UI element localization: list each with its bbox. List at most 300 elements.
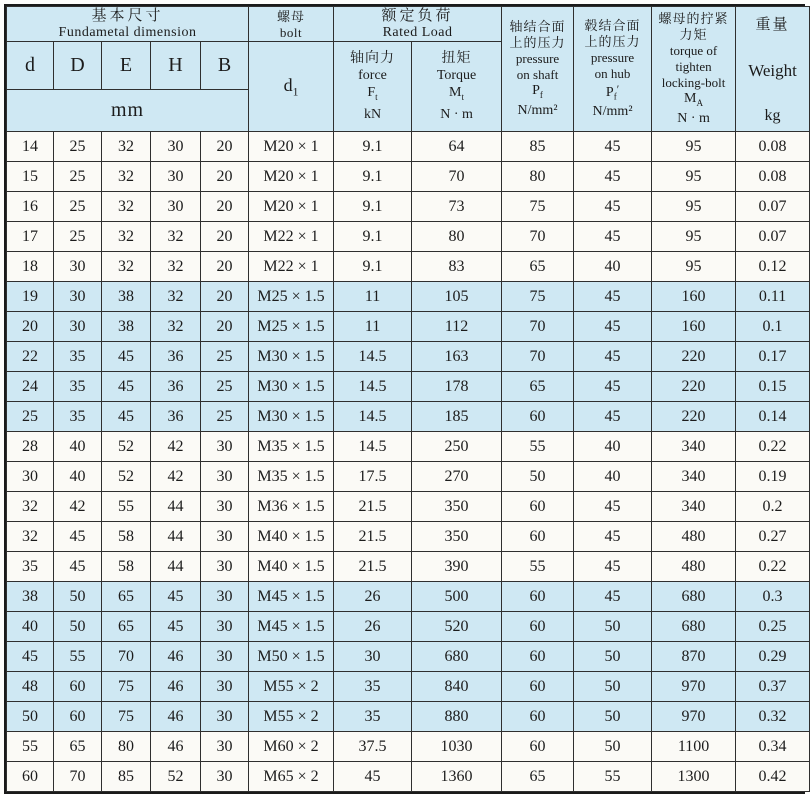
basic-dimension-zh: 基本尺寸 <box>91 8 164 24</box>
cell-D: 25 <box>54 222 102 252</box>
cell-D: 25 <box>54 132 102 162</box>
cell-weight: 0.3 <box>736 582 810 612</box>
cell-torque: 112 <box>412 312 502 342</box>
cell-locking-torque: 870 <box>652 642 736 672</box>
cell-H: 46 <box>151 702 201 732</box>
cell-E: 70 <box>102 642 151 672</box>
cell-B: 30 <box>201 672 249 702</box>
col-header-basic-dimension <box>7 7 249 42</box>
cell-torque: 70 <box>412 162 502 192</box>
cell-torque: 178 <box>412 372 502 402</box>
symbol-ma: $M_A$ <box>684 91 704 108</box>
cell-B: 30 <box>201 522 249 552</box>
cell-locking-torque: 220 <box>652 342 736 372</box>
cell-weight: 0.34 <box>736 732 810 762</box>
cell-pressure-shaft: 70 <box>502 222 574 252</box>
cell-d: 25 <box>7 402 54 432</box>
cell-torque: 500 <box>412 582 502 612</box>
table-row <box>7 672 810 702</box>
cell-pressure-hub: 50 <box>574 702 652 732</box>
cell-d1: M20 × 1 <box>249 192 334 222</box>
cell-force: 21.5 <box>334 552 412 582</box>
cell-D: 65 <box>54 732 102 762</box>
cell-d1: M35 × 1.5 <box>249 432 334 462</box>
cell-d1: M55 × 2 <box>249 702 334 732</box>
cell-D: 50 <box>54 612 102 642</box>
cell-d1: M45 × 1.5 <box>249 582 334 612</box>
cell-d1: M55 × 2 <box>249 672 334 702</box>
cell-D: 30 <box>54 282 102 312</box>
cell-E: 45 <box>102 342 151 372</box>
cell-d1: M22 × 1 <box>249 222 334 252</box>
cell-H: 52 <box>151 762 201 792</box>
cell-torque: 390 <box>412 552 502 582</box>
cell-H: 46 <box>151 672 201 702</box>
cell-D: 50 <box>54 582 102 612</box>
cell-D: 45 <box>54 522 102 552</box>
cell-weight: 0.25 <box>736 612 810 642</box>
cell-H: 36 <box>151 372 201 402</box>
cell-torque: 73 <box>412 192 502 222</box>
cell-D: 25 <box>54 162 102 192</box>
cell-pressure-shaft: 60 <box>502 402 574 432</box>
cell-D: 60 <box>54 672 102 702</box>
cell-weight: 0.1 <box>736 312 810 342</box>
table-row <box>7 222 810 252</box>
cell-pressure-shaft: 70 <box>502 312 574 342</box>
cell-B: 30 <box>201 762 249 792</box>
cell-B: 20 <box>201 192 249 222</box>
cell-pressure-hub: 45 <box>574 162 652 192</box>
cell-H: 30 <box>151 162 201 192</box>
cell-d: 18 <box>7 252 54 282</box>
cell-torque: 105 <box>412 282 502 312</box>
cell-weight: 0.12 <box>736 252 810 282</box>
cell-force: 9.1 <box>334 132 412 162</box>
cell-d: 40 <box>7 612 54 642</box>
cell-B: 20 <box>201 282 249 312</box>
cell-weight: 0.08 <box>736 162 810 192</box>
cell-H: 30 <box>151 192 201 222</box>
cell-d1: M36 × 1.5 <box>249 492 334 522</box>
table-body <box>7 132 810 792</box>
cell-weight: 0.15 <box>736 372 810 402</box>
cell-force: 26 <box>334 582 412 612</box>
cell-pressure-shaft: 80 <box>502 162 574 192</box>
cell-locking-torque: 220 <box>652 402 736 432</box>
cell-locking-torque: 1100 <box>652 732 736 762</box>
header-row-1 <box>7 7 810 42</box>
cell-torque: 840 <box>412 672 502 702</box>
cell-pressure-hub: 40 <box>574 432 652 462</box>
col-header-B: B <box>201 42 249 90</box>
cell-weight: 0.17 <box>736 342 810 372</box>
cell-locking-torque: 680 <box>652 582 736 612</box>
cell-pressure-hub: 45 <box>574 132 652 162</box>
table-row <box>7 192 810 222</box>
table-row <box>7 432 810 462</box>
cell-force: 14.5 <box>334 342 412 372</box>
cell-H: 32 <box>151 222 201 252</box>
cell-pressure-shaft: 75 <box>502 192 574 222</box>
cell-d1: M60 × 2 <box>249 732 334 762</box>
cell-B: 25 <box>201 372 249 402</box>
cell-d1: M20 × 1 <box>249 132 334 162</box>
cell-B: 25 <box>201 342 249 372</box>
symbol-ft: $F_t$ <box>367 85 378 102</box>
table-row <box>7 312 810 342</box>
cell-d: 20 <box>7 312 54 342</box>
cell-E: 80 <box>102 732 151 762</box>
cell-E: 45 <box>102 402 151 432</box>
cell-locking-torque: 95 <box>652 222 736 252</box>
cell-torque: 163 <box>412 342 502 372</box>
cell-d: 22 <box>7 342 54 372</box>
cell-pressure-hub: 50 <box>574 672 652 702</box>
cell-E: 52 <box>102 462 151 492</box>
cell-d: 45 <box>7 642 54 672</box>
cell-torque: 1360 <box>412 762 502 792</box>
cell-pressure-hub: 45 <box>574 402 652 432</box>
cell-locking-torque: 160 <box>652 312 736 342</box>
cell-pressure-shaft: 75 <box>502 282 574 312</box>
table-row <box>7 132 810 162</box>
cell-pressure-hub: 45 <box>574 492 652 522</box>
cell-pressure-hub: 45 <box>574 582 652 612</box>
cell-force: 9.1 <box>334 252 412 282</box>
cell-weight: 0.11 <box>736 282 810 312</box>
table-row <box>7 402 810 432</box>
cell-pressure-shaft: 60 <box>502 582 574 612</box>
col-header-D: D <box>54 42 102 90</box>
cell-B: 30 <box>201 552 249 582</box>
cell-pressure-shaft: 65 <box>502 762 574 792</box>
col-header-H: H <box>151 42 201 90</box>
cell-d: 55 <box>7 732 54 762</box>
cell-locking-torque: 480 <box>652 522 736 552</box>
cell-force: 14.5 <box>334 402 412 432</box>
cell-torque: 1030 <box>412 732 502 762</box>
cell-d1: M30 × 1.5 <box>249 372 334 402</box>
cell-locking-torque: 1300 <box>652 762 736 792</box>
col-header-locking-torque: 螺母的拧紧 力矩 torque of tighten locking-bolt $M_A$ N · m <box>652 7 736 132</box>
cell-locking-torque: 220 <box>652 372 736 402</box>
cell-E: 45 <box>102 372 151 402</box>
cell-D: 30 <box>54 312 102 342</box>
table-row <box>7 492 810 522</box>
cell-locking-torque: 160 <box>652 282 736 312</box>
cell-d: 38 <box>7 582 54 612</box>
cell-D: 35 <box>54 372 102 402</box>
cell-pressure-hub: 45 <box>574 192 652 222</box>
symbol-pf: $P_f$ <box>532 83 543 100</box>
cell-H: 42 <box>151 462 201 492</box>
cell-force: 14.5 <box>334 372 412 402</box>
cell-force: 9.1 <box>334 192 412 222</box>
cell-H: 44 <box>151 552 201 582</box>
table-row <box>7 162 810 192</box>
cell-E: 55 <box>102 492 151 522</box>
cell-pressure-shaft: 50 <box>502 462 574 492</box>
cell-locking-torque: 970 <box>652 702 736 732</box>
cell-d1: M35 × 1.5 <box>249 462 334 492</box>
cell-E: 32 <box>102 222 151 252</box>
cell-B: 25 <box>201 402 249 432</box>
cell-pressure-shaft: 60 <box>502 732 574 762</box>
symbol-mt: $M_t$ <box>449 85 465 102</box>
cell-locking-torque: 95 <box>652 162 736 192</box>
col-header-pressure-shaft: 轴结合面 上的压力 pressure on shaft $P_f$ N/mm² <box>502 7 574 132</box>
cell-pressure-hub: 40 <box>574 252 652 282</box>
col-header-axial-force: 轴向力 force $F_t$ kN <box>334 42 412 132</box>
cell-pressure-hub: 45 <box>574 552 652 582</box>
col-header-d: d <box>7 42 54 90</box>
cell-force: 14.5 <box>334 432 412 462</box>
cell-D: 35 <box>54 342 102 372</box>
cell-D: 55 <box>54 642 102 672</box>
cell-D: 45 <box>54 552 102 582</box>
cell-H: 46 <box>151 642 201 672</box>
cell-H: 32 <box>151 312 201 342</box>
cell-D: 30 <box>54 252 102 282</box>
cell-H: 30 <box>151 132 201 162</box>
cell-B: 30 <box>201 492 249 522</box>
cell-torque: 880 <box>412 702 502 732</box>
cell-force: 9.1 <box>334 222 412 252</box>
cell-d: 35 <box>7 552 54 582</box>
cell-locking-torque: 95 <box>652 132 736 162</box>
cell-D: 70 <box>54 762 102 792</box>
cell-weight: 0.07 <box>736 192 810 222</box>
cell-pressure-shaft: 85 <box>502 132 574 162</box>
cell-d: 16 <box>7 192 54 222</box>
cell-d: 14 <box>7 132 54 162</box>
cell-H: 42 <box>151 432 201 462</box>
cell-pressure-shaft: 65 <box>502 372 574 402</box>
cell-B: 20 <box>201 162 249 192</box>
cell-B: 30 <box>201 642 249 672</box>
cell-weight: 0.2 <box>736 492 810 522</box>
cell-d1: M22 × 1 <box>249 252 334 282</box>
cell-weight: 0.07 <box>736 222 810 252</box>
cell-torque: 250 <box>412 432 502 462</box>
table-row <box>7 702 810 732</box>
cell-force: 9.1 <box>334 162 412 192</box>
bolt-en: bolt <box>279 25 303 40</box>
cell-E: 32 <box>102 162 151 192</box>
cell-weight: 0.42 <box>736 762 810 792</box>
table-row <box>7 282 810 312</box>
cell-pressure-hub: 45 <box>574 522 652 552</box>
cell-B: 20 <box>201 252 249 282</box>
cell-d1: M30 × 1.5 <box>249 342 334 372</box>
cell-H: 36 <box>151 402 201 432</box>
cell-force: 30 <box>334 642 412 672</box>
cell-weight: 0.22 <box>736 432 810 462</box>
cell-pressure-shaft: 55 <box>502 432 574 462</box>
cell-E: 75 <box>102 672 151 702</box>
cell-H: 32 <box>151 282 201 312</box>
col-header-rated-load <box>334 7 502 42</box>
cell-B: 30 <box>201 582 249 612</box>
cell-weight: 0.22 <box>736 552 810 582</box>
cell-pressure-shaft: 65 <box>502 252 574 282</box>
cell-E: 32 <box>102 192 151 222</box>
col-header-bolt <box>249 7 334 42</box>
basic-dimension-en: Fundametal dimension <box>58 25 197 40</box>
cell-d: 60 <box>7 762 54 792</box>
cell-pressure-shaft: 55 <box>502 552 574 582</box>
cell-d: 15 <box>7 162 54 192</box>
symbol-pf-prime: $P_f'$ <box>605 83 620 102</box>
cell-d: 17 <box>7 222 54 252</box>
cell-E: 52 <box>102 432 151 462</box>
table-row <box>7 342 810 372</box>
cell-d: 32 <box>7 492 54 522</box>
cell-d: 48 <box>7 672 54 702</box>
cell-pressure-hub: 50 <box>574 732 652 762</box>
cell-D: 60 <box>54 702 102 732</box>
cell-B: 30 <box>201 702 249 732</box>
cell-force: 45 <box>334 762 412 792</box>
cell-d1: M65 × 2 <box>249 762 334 792</box>
spec-table <box>6 6 810 792</box>
cell-locking-torque: 95 <box>652 252 736 282</box>
cell-weight: 0.19 <box>736 462 810 492</box>
cell-B: 30 <box>201 462 249 492</box>
cell-H: 44 <box>151 522 201 552</box>
cell-d: 50 <box>7 702 54 732</box>
cell-force: 37.5 <box>334 732 412 762</box>
cell-torque: 520 <box>412 612 502 642</box>
cell-pressure-hub: 50 <box>574 642 652 672</box>
cell-d1: M50 × 1.5 <box>249 642 334 672</box>
col-header-weight: 重量 Weight kg <box>736 7 810 132</box>
rated-load-zh: 额定负荷 <box>381 8 454 24</box>
cell-weight: 0.27 <box>736 522 810 552</box>
table-row <box>7 372 810 402</box>
table-row <box>7 762 810 792</box>
cell-force: 11 <box>334 282 412 312</box>
cell-E: 38 <box>102 282 151 312</box>
rated-load-en: Rated Load <box>382 25 453 40</box>
cell-torque: 80 <box>412 222 502 252</box>
cell-E: 32 <box>102 252 151 282</box>
cell-torque: 350 <box>412 492 502 522</box>
cell-d: 32 <box>7 522 54 552</box>
cell-pressure-shaft: 60 <box>502 672 574 702</box>
cell-pressure-hub: 50 <box>574 612 652 642</box>
cell-pressure-hub: 40 <box>574 462 652 492</box>
cell-pressure-hub: 45 <box>574 312 652 342</box>
cell-weight: 0.08 <box>736 132 810 162</box>
unit-mm-cell: mm <box>7 90 249 132</box>
cell-H: 44 <box>151 492 201 522</box>
cell-D: 25 <box>54 192 102 222</box>
cell-d1: M45 × 1.5 <box>249 612 334 642</box>
cell-H: 45 <box>151 612 201 642</box>
cell-force: 11 <box>334 312 412 342</box>
spec-table-container <box>4 4 805 794</box>
cell-force: 21.5 <box>334 522 412 552</box>
cell-H: 45 <box>151 582 201 612</box>
cell-B: 30 <box>201 432 249 462</box>
table-header <box>7 7 810 132</box>
cell-torque: 270 <box>412 462 502 492</box>
cell-torque: 185 <box>412 402 502 432</box>
cell-d: 28 <box>7 432 54 462</box>
cell-locking-torque: 680 <box>652 612 736 642</box>
cell-H: 36 <box>151 342 201 372</box>
cell-E: 38 <box>102 312 151 342</box>
cell-H: 46 <box>151 732 201 762</box>
cell-d1: M25 × 1.5 <box>249 282 334 312</box>
cell-pressure-hub: 45 <box>574 372 652 402</box>
cell-pressure-shaft: 60 <box>502 642 574 672</box>
cell-E: 75 <box>102 702 151 732</box>
cell-D: 35 <box>54 402 102 432</box>
cell-torque: 680 <box>412 642 502 672</box>
cell-weight: 0.37 <box>736 672 810 702</box>
cell-E: 58 <box>102 522 151 552</box>
cell-d1: M40 × 1.5 <box>249 552 334 582</box>
table-row <box>7 612 810 642</box>
cell-d1: M30 × 1.5 <box>249 402 334 432</box>
cell-B: 30 <box>201 732 249 762</box>
cell-pressure-hub: 45 <box>574 222 652 252</box>
cell-E: 85 <box>102 762 151 792</box>
cell-B: 20 <box>201 132 249 162</box>
table-row <box>7 642 810 672</box>
cell-locking-torque: 95 <box>652 192 736 222</box>
bolt-zh: 螺母 <box>277 9 306 24</box>
cell-B: 30 <box>201 612 249 642</box>
table-row <box>7 522 810 552</box>
cell-torque: 64 <box>412 132 502 162</box>
cell-weight: 0.29 <box>736 642 810 672</box>
cell-E: 65 <box>102 612 151 642</box>
cell-pressure-hub: 45 <box>574 342 652 372</box>
cell-d1: M40 × 1.5 <box>249 522 334 552</box>
table-row <box>7 552 810 582</box>
cell-pressure-shaft: 60 <box>502 522 574 552</box>
col-header-E: E <box>102 42 151 90</box>
cell-force: 17.5 <box>334 462 412 492</box>
cell-locking-torque: 480 <box>652 552 736 582</box>
cell-E: 32 <box>102 132 151 162</box>
cell-force: 35 <box>334 672 412 702</box>
table-row <box>7 582 810 612</box>
cell-B: 20 <box>201 222 249 252</box>
cell-D: 42 <box>54 492 102 522</box>
cell-locking-torque: 970 <box>652 672 736 702</box>
cell-locking-torque: 340 <box>652 432 736 462</box>
cell-weight: 0.14 <box>736 402 810 432</box>
cell-d: 19 <box>7 282 54 312</box>
cell-pressure-shaft: 60 <box>502 492 574 522</box>
cell-pressure-shaft: 60 <box>502 612 574 642</box>
cell-pressure-shaft: 70 <box>502 342 574 372</box>
cell-pressure-hub: 55 <box>574 762 652 792</box>
cell-E: 65 <box>102 582 151 612</box>
cell-d: 24 <box>7 372 54 402</box>
cell-locking-torque: 340 <box>652 462 736 492</box>
cell-force: 35 <box>334 702 412 732</box>
col-header-d1: $d_1$ <box>249 42 334 132</box>
cell-pressure-shaft: 60 <box>502 702 574 732</box>
cell-force: 26 <box>334 612 412 642</box>
table-row <box>7 252 810 282</box>
